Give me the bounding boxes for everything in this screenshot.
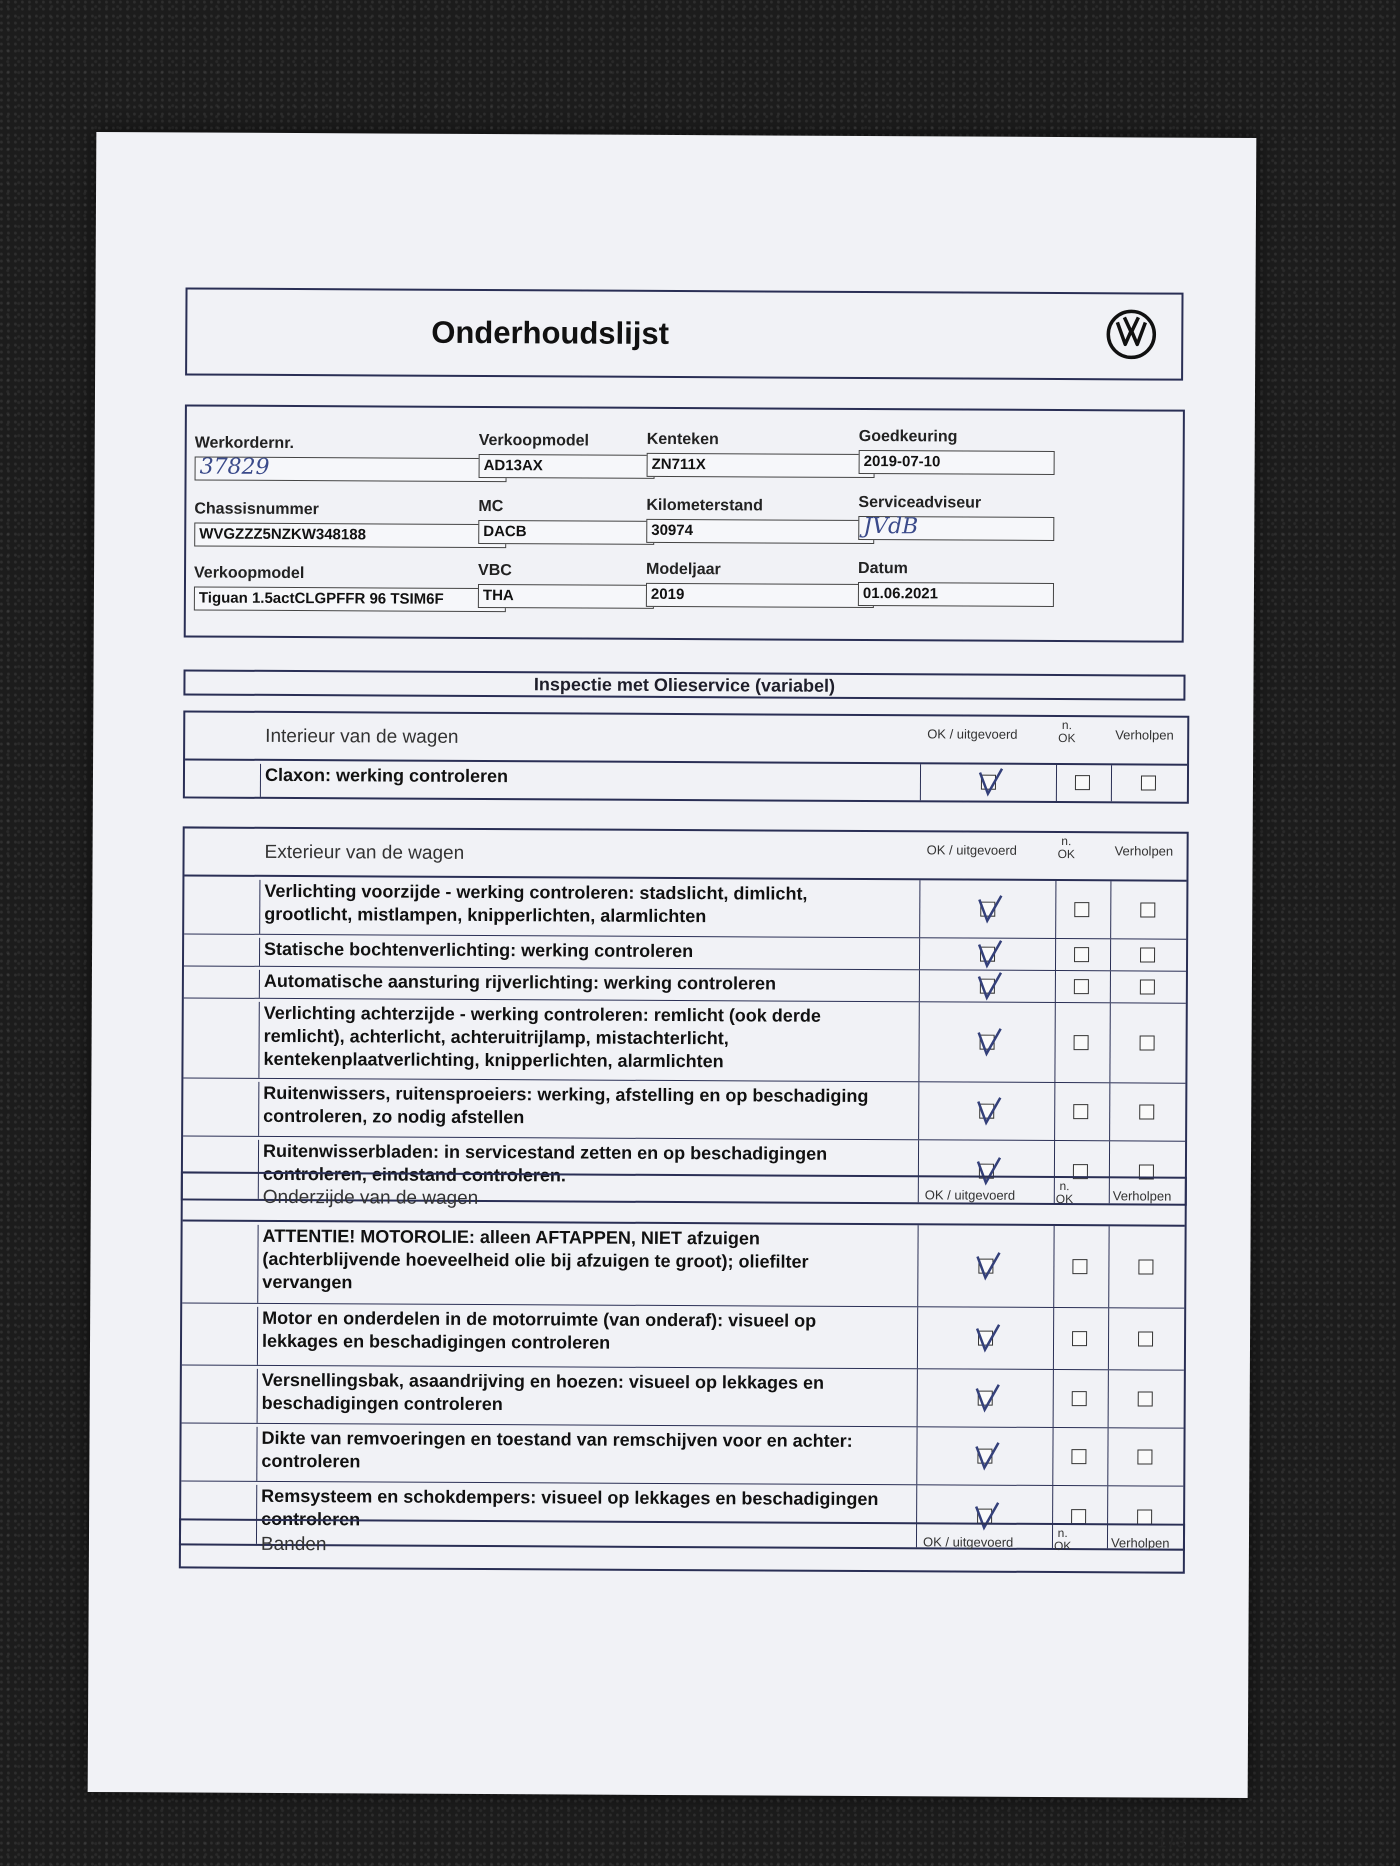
checklist-row <box>182 1221 1184 1308</box>
handwritten-check-icon <box>975 1026 1003 1056</box>
checklist-item-text: ATTENTIE! MOTOROLIE: alleen AFTAPPEN, NIET afzuigen (achterblijvende hoeveelheid olie bij afzuigen te groot); oliefilter vervangen <box>257 1225 884 1306</box>
section-tires <box>179 1518 1185 1573</box>
fixed-cell[interactable] <box>1110 939 1186 970</box>
not-ok-cell[interactable] <box>1054 971 1111 1002</box>
handwritten-check-icon <box>973 1322 1001 1352</box>
checklist-row <box>184 966 1186 1003</box>
fixed-checkbox[interactable] <box>1140 979 1155 994</box>
mc-value: DACB <box>478 520 654 545</box>
license-plate-field <box>647 431 875 478</box>
not-ok-checkbox[interactable] <box>1073 1104 1088 1119</box>
not-ok-checkbox[interactable] <box>1071 1509 1086 1524</box>
vbc-value: THA <box>478 584 654 609</box>
page-number: 1/3 <box>1157 1834 1189 1852</box>
workorder-label: Werkordernr. <box>194 434 295 453</box>
approval-value: 2019-07-10 <box>859 450 1055 475</box>
fixed-checkbox[interactable] <box>1141 775 1156 790</box>
fixed-checkbox[interactable] <box>1137 1509 1152 1524</box>
header-box <box>185 287 1183 380</box>
workorder-value: 37829 <box>195 456 507 482</box>
column-fixed: Verholpen <box>1115 727 1174 743</box>
ok-cell[interactable] <box>917 1307 1054 1369</box>
not-ok-checkbox[interactable] <box>1072 1259 1087 1274</box>
fixed-cell[interactable] <box>1110 881 1186 938</box>
mileage-field <box>646 497 874 544</box>
not-ok-cell[interactable] <box>1052 1370 1109 1427</box>
not-ok-checkbox[interactable] <box>1072 1391 1087 1406</box>
approval-field <box>859 428 1055 475</box>
ok-cell[interactable] <box>916 1427 1053 1485</box>
section-header <box>184 828 1186 881</box>
fixed-checkbox[interactable] <box>1138 1331 1153 1346</box>
checklist-item-text: Verlichting voorzijde - werking controleren: stadslicht, dimlicht, grootlicht, mistlampen, knipperlichten, alarmlichten <box>259 880 886 937</box>
model-label: Verkoopmodel <box>194 564 305 583</box>
fixed-checkbox[interactable] <box>1138 1259 1153 1274</box>
section-name: Exterieur van de wagen <box>264 841 465 864</box>
ok-cell[interactable] <box>919 880 1056 938</box>
fixed-checkbox[interactable] <box>1138 1391 1153 1406</box>
not-ok-cell[interactable] <box>1053 1083 1110 1140</box>
section-interior <box>183 710 1189 803</box>
section-name: Onderzijde van de wagen <box>262 1186 479 1209</box>
checklist-item-text: Ruitenwissers, ruitensproeiers: werking, afstelling en op beschadiging controleren, zo nodig afstellen <box>258 1082 885 1139</box>
fixed-cell[interactable] <box>1111 765 1187 801</box>
date-field <box>858 560 1054 607</box>
not-ok-checkbox[interactable] <box>1075 775 1090 790</box>
column-fixed: Verholpen <box>1110 1535 1170 1551</box>
handwritten-check-icon <box>976 767 1004 797</box>
not-ok-checkbox[interactable] <box>1074 1035 1089 1050</box>
ok-cell[interactable] <box>918 1002 1055 1082</box>
not-ok-checkbox[interactable] <box>1071 1449 1086 1464</box>
fixed-checkbox[interactable] <box>1139 1104 1154 1119</box>
ok-cell[interactable] <box>920 764 1057 801</box>
checklist-row <box>183 1078 1185 1141</box>
ok-cell[interactable] <box>919 970 1056 1002</box>
handwritten-check-icon <box>975 970 1003 1000</box>
vehicle-info-box <box>184 404 1185 642</box>
fixed-checkbox[interactable] <box>1140 902 1155 917</box>
salesmodel-code-label: Verkoopmodel <box>478 431 590 450</box>
fixed-checkbox[interactable] <box>1137 1449 1152 1464</box>
not-ok-cell[interactable] <box>1055 765 1112 801</box>
fixed-cell[interactable] <box>1108 1370 1184 1427</box>
mileage-label: Kilometerstand <box>646 496 763 515</box>
approval-label: Goedkeuring <box>858 427 958 446</box>
vbc-field <box>478 562 654 609</box>
fixed-cell[interactable] <box>1109 1003 1185 1082</box>
not-ok-cell[interactable] <box>1051 1428 1108 1485</box>
column-fixed: Verholpen <box>1114 843 1174 859</box>
not-ok-cell[interactable] <box>1054 881 1111 938</box>
checklist-row <box>185 760 1187 801</box>
inspection-title: Inspectie met Olieservice (variabel) <box>183 669 1185 700</box>
not-ok-checkbox[interactable] <box>1074 979 1089 994</box>
section-header <box>181 1520 1183 1571</box>
advisor-field <box>858 494 1054 541</box>
model-field <box>194 564 506 612</box>
not-ok-cell[interactable] <box>1054 939 1111 970</box>
handwritten-check-icon <box>973 1382 1001 1412</box>
section-header <box>183 1173 1185 1226</box>
chassis-field <box>194 500 506 548</box>
checklist-item-text: Claxon: werking controleren <box>260 764 887 800</box>
model-year-label: Modeljaar <box>646 560 721 579</box>
date-label: Datum <box>858 559 908 578</box>
page-title: Onderhoudslijst <box>431 314 670 351</box>
license-plate-label: Kenteken <box>646 430 719 449</box>
fixed-cell[interactable] <box>1108 1226 1184 1307</box>
section-exterior <box>181 826 1189 1205</box>
handwritten-check-icon <box>973 1440 1001 1470</box>
fixed-checkbox[interactable] <box>1140 947 1155 962</box>
handwritten-check-icon <box>975 938 1003 968</box>
handwritten-check-icon <box>975 1095 1003 1125</box>
advisor-value: JVdB <box>858 516 1054 541</box>
model-year-value: 2019 <box>646 583 874 608</box>
not-ok-checkbox[interactable] <box>1072 1331 1087 1346</box>
column-fixed: Verholpen <box>1112 1188 1172 1204</box>
checklist-row <box>182 1365 1184 1428</box>
date-value: 01.06.2021 <box>858 582 1054 607</box>
not-ok-cell[interactable] <box>1053 1003 1110 1082</box>
column-not-ok: n. OK <box>1055 1179 1074 1207</box>
not-ok-checkbox[interactable] <box>1074 902 1089 917</box>
handwritten-check-icon <box>976 893 1004 923</box>
checklist-item-text: Ruitenwisserbladen: in servicestand zetten en op beschadigingen controleren, eindstand controleren. <box>258 1140 885 1202</box>
not-ok-cell[interactable] <box>1052 1226 1109 1307</box>
salesmodel-code-value: AD13AX <box>479 454 655 479</box>
vbc-label: VBC <box>478 561 512 580</box>
not-ok-cell[interactable] <box>1052 1308 1109 1369</box>
mc-field <box>478 498 654 545</box>
checklist-row <box>184 934 1186 971</box>
maintenance-sheet <box>88 132 1257 1852</box>
checklist-item-text: Versnellingsbak, asaandrijving en hoezen: visueel op lekkages en beschadigingen controleren <box>257 1369 884 1426</box>
model-year-field <box>646 561 874 608</box>
checklist-row <box>181 1423 1183 1486</box>
column-not-ok: n. OK <box>1053 1526 1072 1554</box>
workorder-field <box>195 434 507 482</box>
checklist-row <box>183 998 1185 1083</box>
ok-cell[interactable] <box>918 1082 1055 1140</box>
checklist-item-text: Automatische aansturing rijverlichting: werking controleren <box>259 970 886 1001</box>
ok-cell[interactable] <box>917 1225 1054 1307</box>
checklist-item-text: Verlichting achterzijde - werking controleren: remlicht (ook derde remlicht), achterlicht, achteruitrijlamp, mistachterlicht, kentekenplaatverlichting, knipperlichten, alarmlichten <box>258 1002 885 1081</box>
column-ok: OK / uitgevoerd <box>927 726 1018 742</box>
fixed-cell[interactable] <box>1108 1308 1184 1369</box>
fixed-checkbox[interactable] <box>1140 1035 1155 1050</box>
column-ok: OK / uitgevoerd <box>926 842 1017 858</box>
checklist-item-text: Motor en onderdelen in de motorruimte (van onderaf): visueel op lekkages en beschadigingen controleren <box>257 1307 884 1368</box>
checklist-item-text: Statische bochtenverlichting: werking controleren <box>259 938 886 969</box>
fixed-cell[interactable] <box>1110 971 1186 1002</box>
checklist-item-text: Dikte van remvoeringen en toestand van remschijven voor en achter: controleren <box>256 1427 883 1484</box>
fixed-cell[interactable] <box>1107 1428 1183 1485</box>
column-not-ok: n. OK <box>1057 834 1075 862</box>
model-value: Tiguan 1.5actCLGPFFR 96 TSIM6F <box>194 586 506 612</box>
section-name: Interieur van de wagen <box>265 725 459 748</box>
column-ok: OK / uitgevoerd <box>924 1187 1016 1203</box>
ok-cell[interactable] <box>919 938 1056 970</box>
not-ok-checkbox[interactable] <box>1074 947 1089 962</box>
section-name: Banden <box>260 1533 327 1556</box>
fixed-cell[interactable] <box>1109 1083 1185 1140</box>
checklist-row <box>182 1303 1184 1370</box>
column-not-ok: n. OK <box>1058 718 1076 746</box>
column-ok: OK / uitgevoerd <box>922 1534 1014 1550</box>
section-header <box>185 712 1187 765</box>
salesmodel-code-field <box>479 432 655 479</box>
advisor-label: Serviceadviseur <box>858 493 982 512</box>
ok-cell[interactable] <box>917 1369 1054 1427</box>
mc-label: MC <box>478 497 504 516</box>
vw-logo-icon <box>1105 308 1157 360</box>
checklist-item-text: Remsysteem en schokdempers: visueel op lekkages en beschadigingen controleren <box>256 1485 883 1547</box>
chassis-label: Chassisnummer <box>194 500 319 519</box>
mileage-value: 30974 <box>646 519 874 544</box>
chassis-value: WVGZZZ5NZKW348188 <box>194 522 506 548</box>
section-underside <box>179 1171 1187 1550</box>
handwritten-check-icon <box>974 1250 1002 1280</box>
license-plate-value: ZN711X <box>647 453 875 478</box>
checklist-row <box>184 876 1186 939</box>
